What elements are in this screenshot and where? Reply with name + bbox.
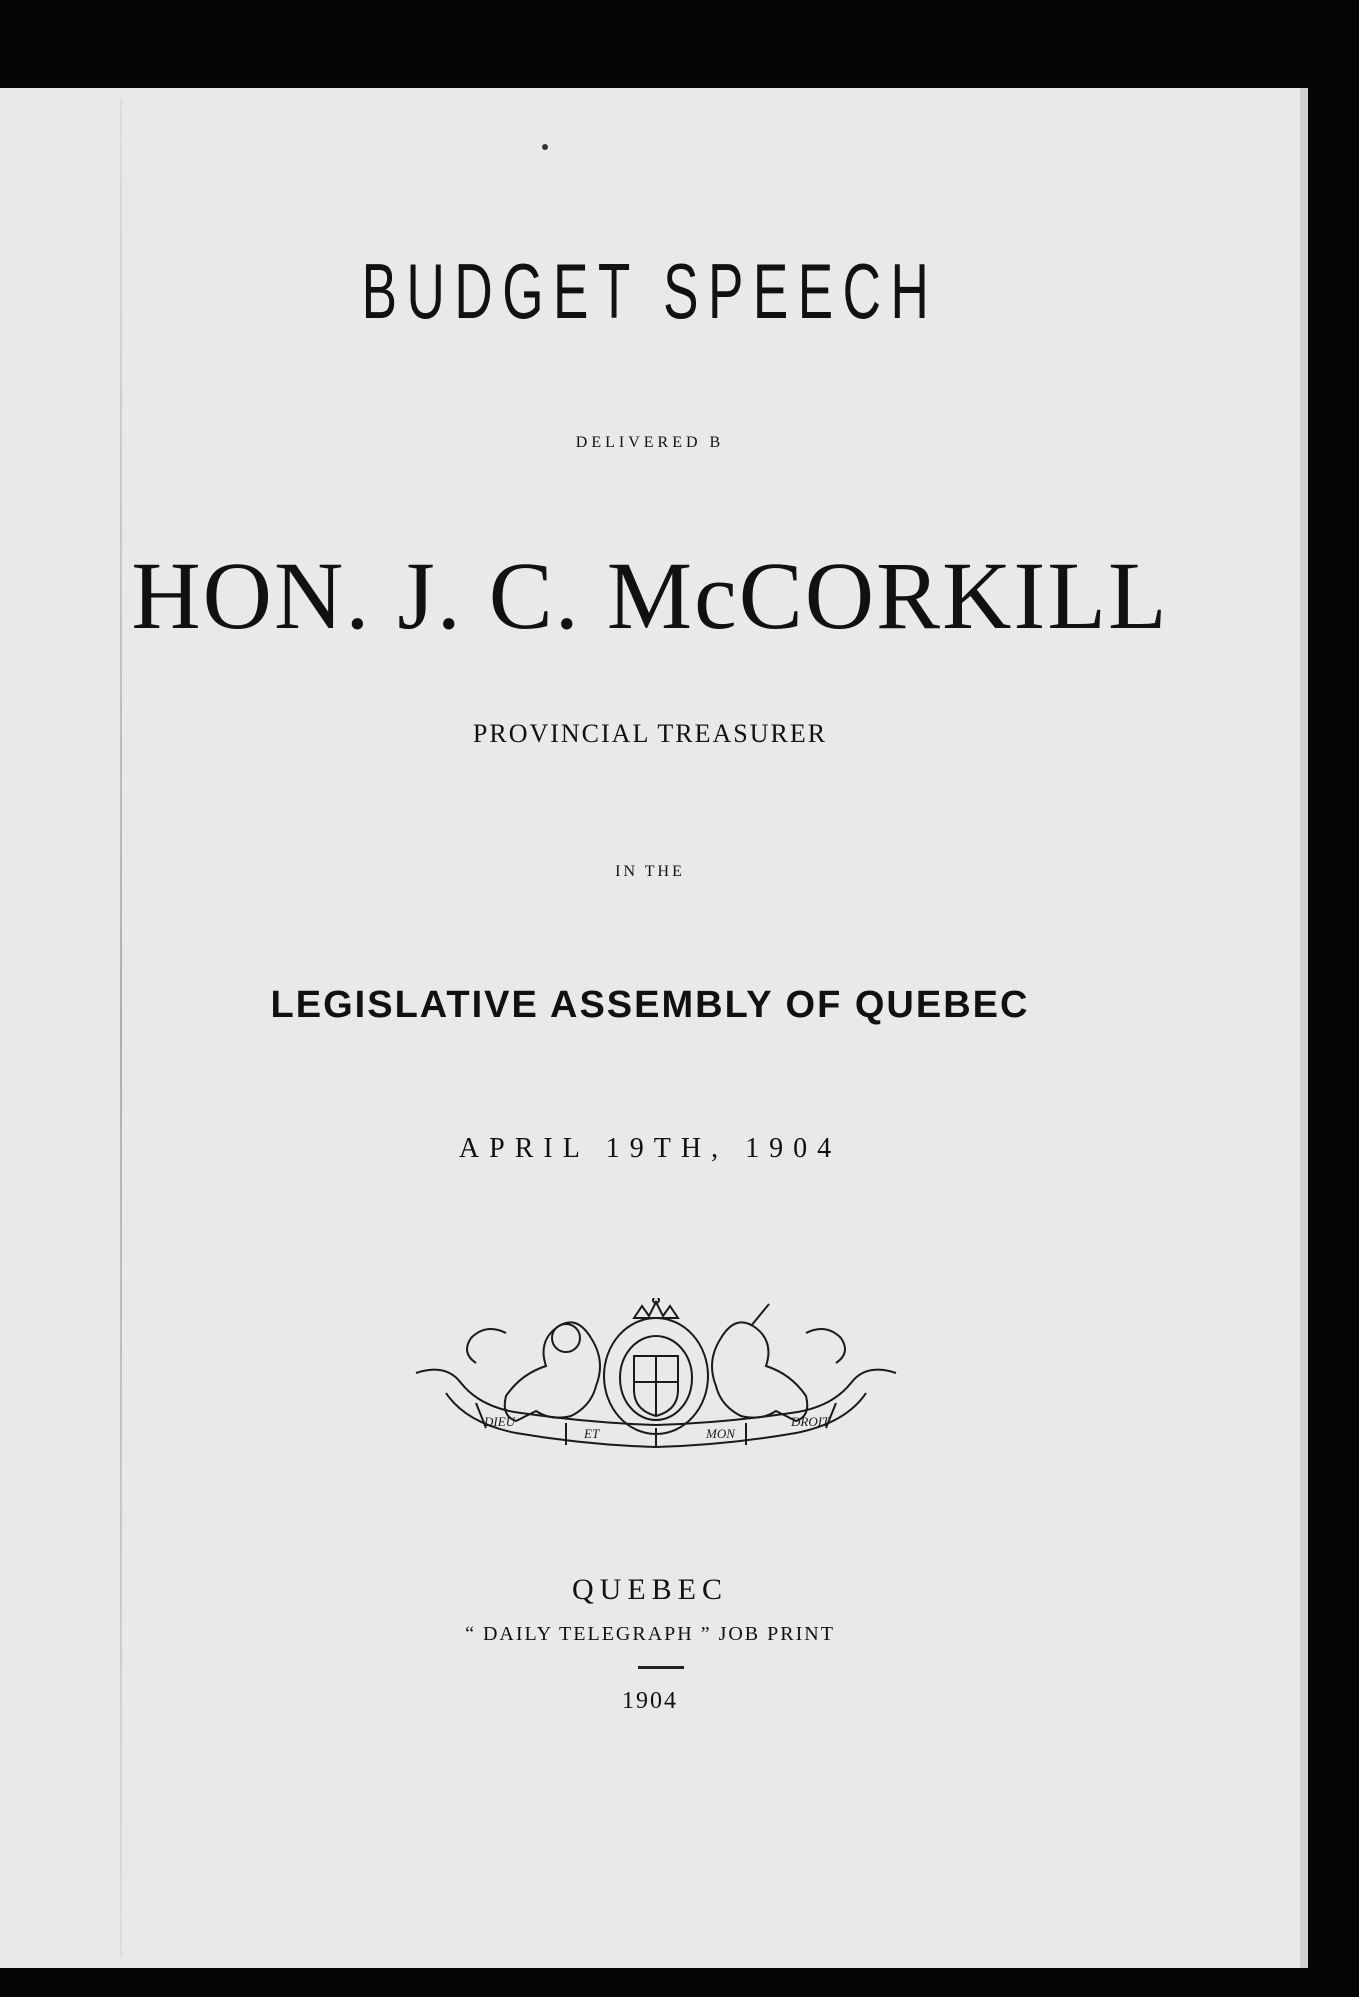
svg-text:DIEU: DIEU [484,1414,516,1429]
in-the-text: IN THE [615,863,685,880]
speaker-name: HON. J. C. McCORKILL [131,542,1169,649]
imprint-place: QUEBEC [572,1573,728,1606]
delivered-by-text: DELIVERED B [575,434,725,451]
svg-text:MON: MON [706,1426,735,1441]
speech-date: APRIL 19TH, 1904 [458,1133,842,1164]
ink-dot [542,144,548,150]
imprint-rule [638,1666,684,1669]
document-title: BUDGET SPEECH [361,247,939,335]
title-page [0,88,1300,1968]
svg-text:ET: ET [584,1426,600,1441]
svg-text:DROIT: DROIT [791,1414,830,1429]
page-edge [1300,88,1308,1968]
gutter-line [120,98,122,1958]
imprint-year: 1904 [622,1688,678,1714]
assembly-name: LEGISLATIVE ASSEMBLY OF QUEBEC [270,984,1030,1026]
imprint-printer: “ DAILY TELEGRAPH ” JOB PRINT [465,1623,835,1645]
royal-coat-of-arms-icon [406,1298,906,1468]
speaker-role: PROVINCIAL TREASURER [472,719,828,748]
